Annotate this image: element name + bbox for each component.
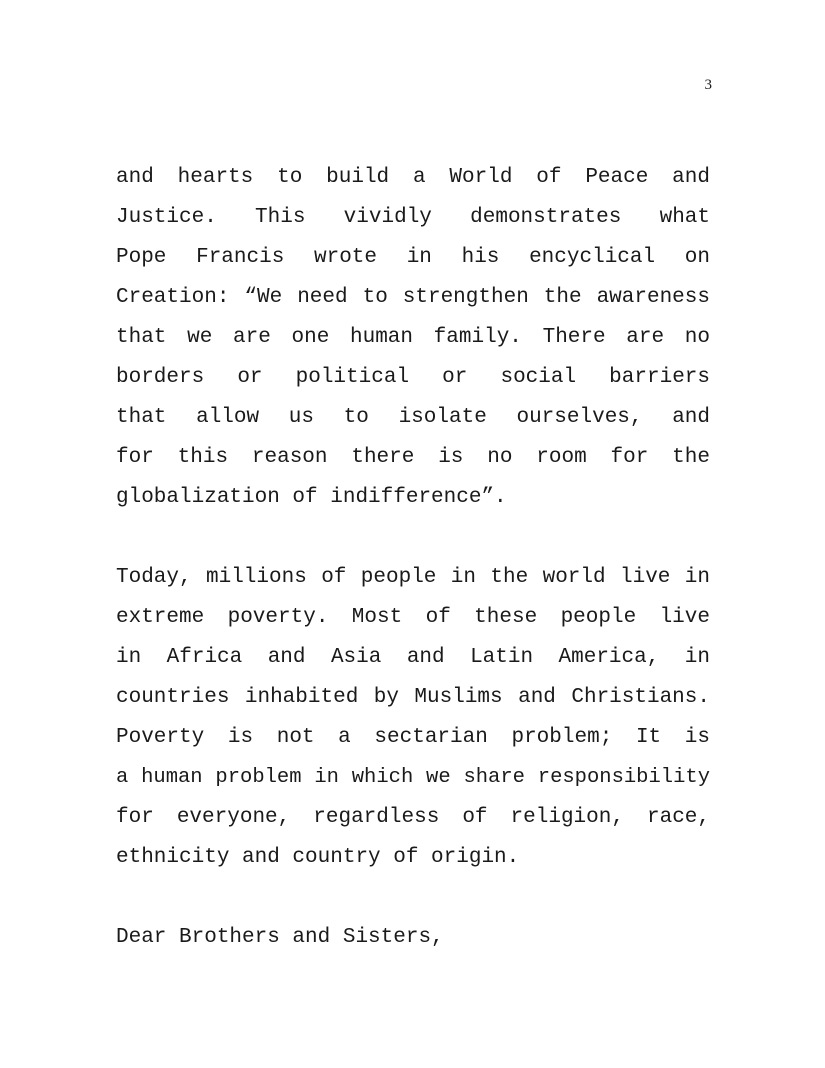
paragraph-spacer	[116, 518, 710, 558]
text-line: that allow us to isolate ourselves, and	[116, 406, 710, 429]
text-line: extreme poverty. Most of these people live	[116, 606, 710, 629]
text-line: Justice. This vividly demonstrates what	[116, 206, 710, 229]
text-line: for this reason there is no room for the	[116, 446, 710, 469]
document-body	[116, 158, 710, 958]
text-line: borders or political or social barriers	[116, 366, 710, 389]
text-line: ethnicity and country of origin.	[116, 846, 520, 869]
paragraph	[116, 558, 710, 878]
text-line: countries inhabited by Muslims and Christians.	[116, 686, 710, 709]
text-line: and hearts to build a World of Peace and	[116, 166, 710, 189]
text-line: a human problem in which we share responsibility	[116, 766, 710, 789]
paragraph	[116, 158, 710, 518]
text-line: Pope Francis wrote in his encyclical on	[116, 246, 710, 269]
text-line: Today, millions of people in the world live in	[116, 566, 710, 589]
text-line: for everyone, regardless of religion, race,	[116, 806, 710, 829]
text-line: that we are one human family. There are no	[116, 326, 710, 349]
paragraph	[116, 918, 710, 958]
paragraph-spacer	[116, 878, 710, 918]
salutation: Dear Brothers and Sisters,	[116, 926, 444, 949]
text-line: Creation: “We need to strengthen the awareness	[116, 286, 710, 309]
text-line: globalization of indifference”.	[116, 486, 507, 509]
text-line: in Africa and Asia and Latin America, in	[116, 646, 710, 669]
page-number: 3	[704, 77, 712, 93]
text-line: Poverty is not a sectarian problem; It is	[116, 726, 710, 749]
